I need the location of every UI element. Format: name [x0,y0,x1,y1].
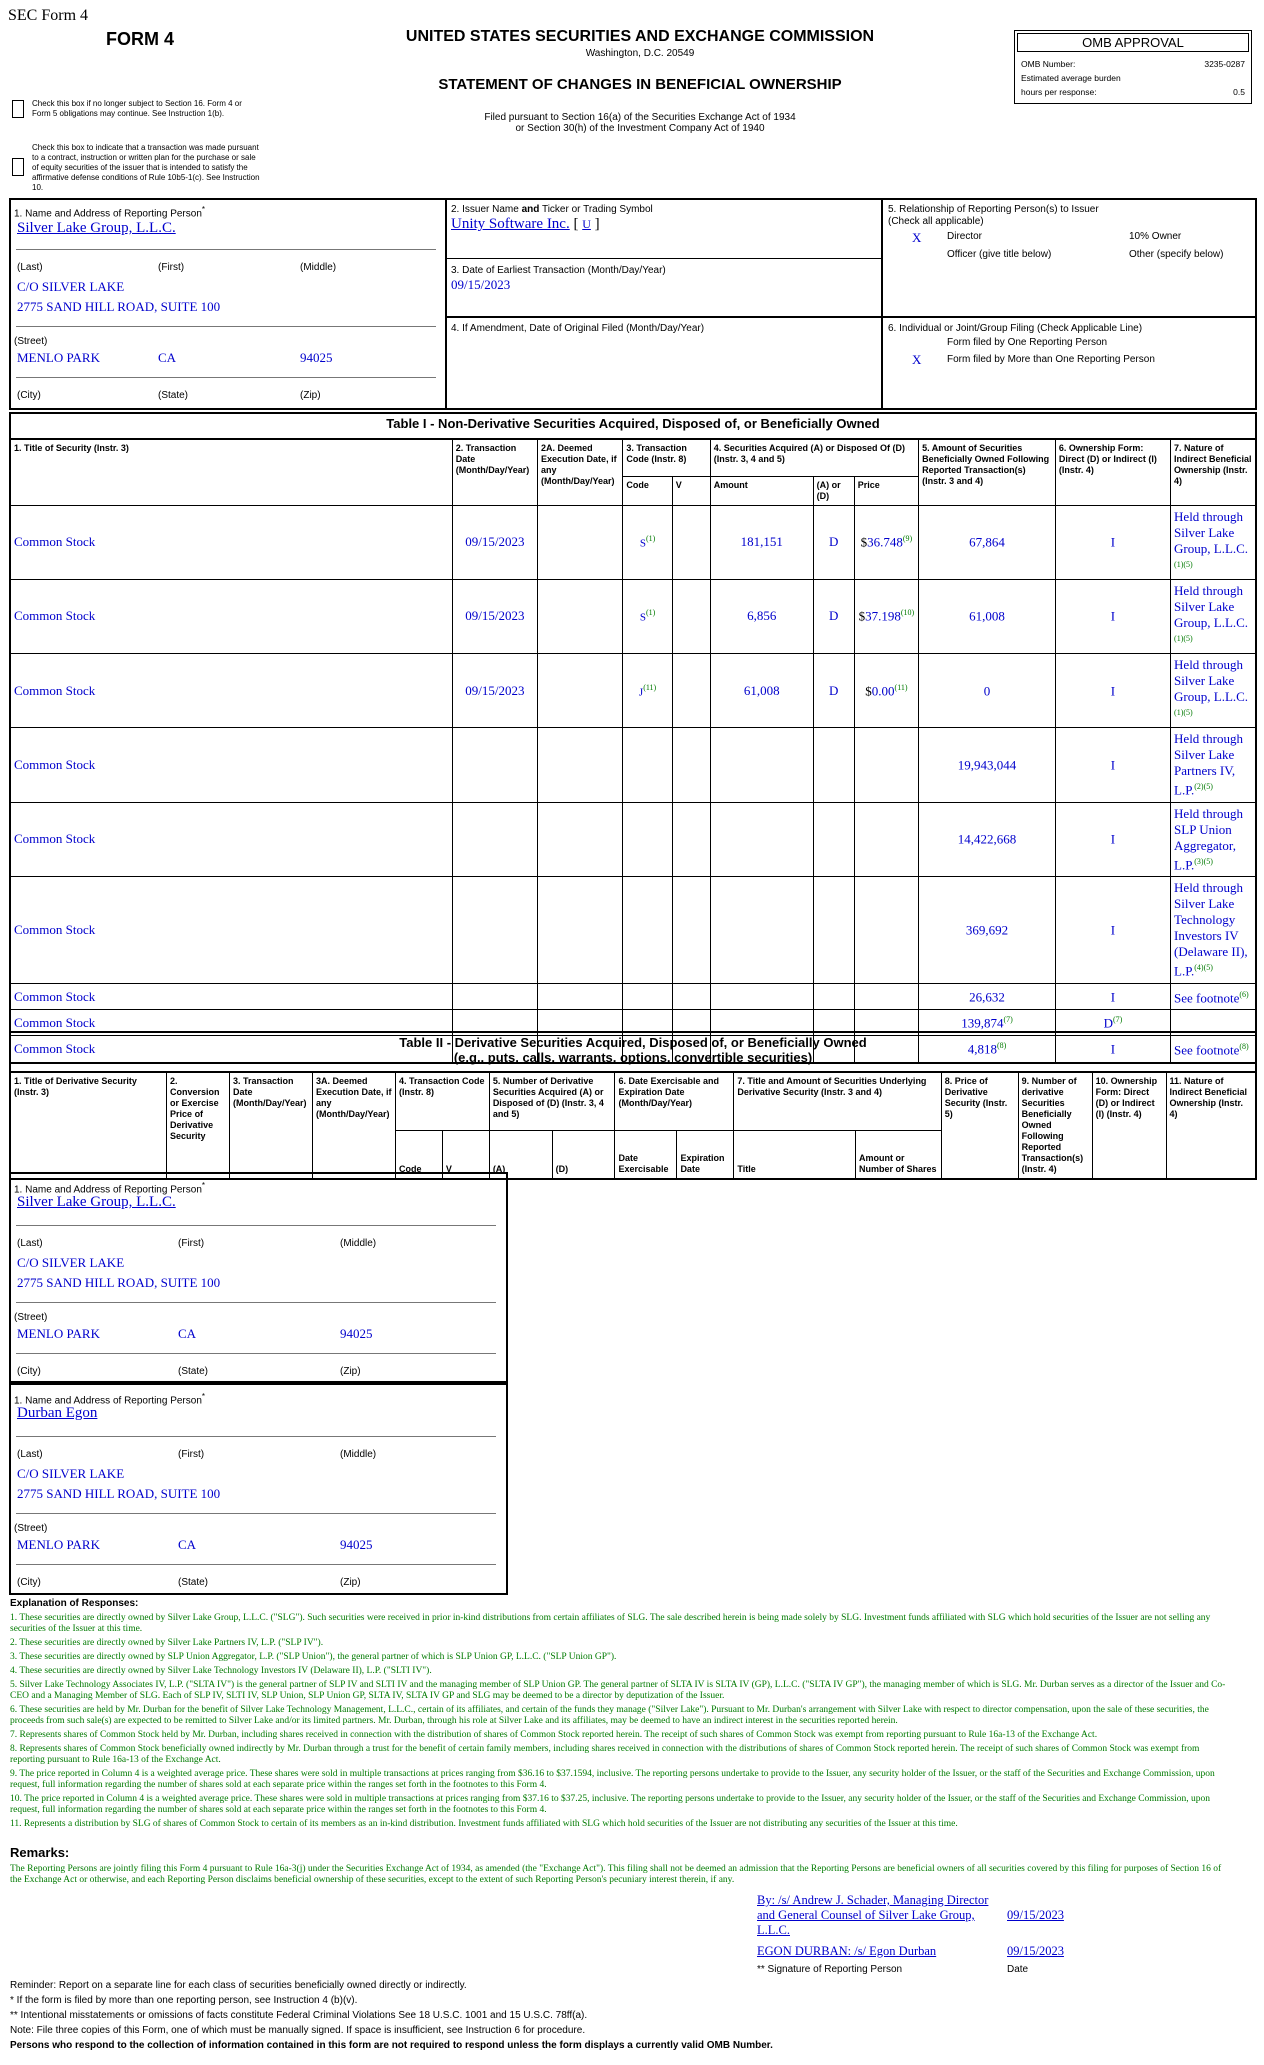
t1-cell-owned: 14,422,668 [919,802,1056,876]
t1-cell-amount [710,802,813,876]
address-line2: 2775 SAND HILL ROAD, SUITE 100 [17,1486,221,1501]
t1-cell-date [452,802,537,876]
t1-h1: 1. Title of Security (Instr. 3) [10,439,452,505]
t1-h3: 3. Transaction Code (Instr. 8) [623,439,710,476]
footnote-item: 6. These securities are held by Mr. Durban for the benefit of Silver Lake Technology Management, L.L.C., certain of its affiliates, and certain of the funds they manage ("Silver Lake"). Pursuant to Mr. Durban's arrangement with Silver Lake with respect to director compensation, upon the sale of these securities, the proceeds from such sale(s) are expected to be remitted to Silver Lake and/or its limited partners. Mr. Durban, through his role at Silver Lake and its affiliates, may be deemed to have an indirect interest in the securities reported herein. [10,1705,1209,1726]
checkbox-section16[interactable] [12,100,24,118]
t1-cell-nature: See footnote$^{(8)}$ [1171,1036,1256,1063]
t1-cell-ad [813,877,854,984]
more-person-check: X [912,352,922,367]
t1-cell-price [854,802,918,876]
state-value: CA [178,1326,197,1341]
t1-h2: 2. Transaction Date (Month/Day/Year) [452,439,537,505]
omb-title: OMB APPROVAL [1017,33,1249,52]
filed-pursuant: Filed pursuant to Section 16(a) of the Securities Exchange Act of 1934 or Section 30(h) of the Investment Company Act of 1940 [484,112,796,134]
t1-cell-amount [710,877,813,984]
remarks-title: Remarks: [10,1845,70,1860]
box3-label: 3. Date of Earliest Transaction (Month/Day/Year) [451,265,666,276]
t2-h4: 4. Transaction Code (Instr. 8) [395,1072,489,1131]
footer-instruction: * If the form is filed by more than one reporting person, see Instruction 4 (b)(v). [10,1995,358,2006]
address-line1: C/O SILVER LAKE [17,1255,125,1270]
t1-cell-title: Common Stock [10,1010,452,1036]
table-row [10,877,1256,984]
omb-approval-box [1014,30,1252,104]
footer-notes [10,1978,773,2053]
t1-cell-code: $J^{(11)}$ [623,654,672,728]
t1-price: Price [854,476,918,505]
address-line1: C/O SILVER LAKE [17,1466,125,1481]
t1-cell-date: 09/15/2023 [452,505,537,579]
box1-label: 1. Name and Address of Reporting Person* [14,205,206,220]
other-label: Other (specify below) [1129,249,1224,260]
t2-h10: 10. Ownership Form: Direct (D) or Indirect (I) (Instr. 4) [1092,1072,1166,1179]
t1-cell-nature: Held through Silver Lake Group, L.L.C.$^{(1)(5)}$ [1171,505,1256,579]
state-value: CA [178,1537,197,1552]
t1-h4: 4. Securities Acquired (A) or Disposed Of (D) (Instr. 3, 4 and 5) [710,439,918,476]
signature-1-date-link[interactable]: 09/15/2023 [1007,1908,1064,1922]
footnote-item: 10. The price reported in Column 4 is a weighted average price. These shares were sold in multiple transactions at prices ranging from $37.16 to $37.25, inclusive. The reporting persons undertake to provide to the Issuer, any security holder of the Issuer, or the staff of the Securities and Exchange Commission, upon request, full information regarding the number of shares sold at each separate price within the ranges set forth in the footnotes to this Form 4. [10,1794,1210,1815]
more-person-label: Form filed by More than One Reporting Person [947,354,1155,365]
t1-cell-owned: 26,632 [919,984,1056,1010]
checkbox-section16-label: Check this box if no longer subject to Section 16. Form 4 or Form 5 obligations may continue. See Instruction 1(b). [32,99,242,118]
city-label: (City) [17,1577,41,1588]
person-label: 1. Name and Address of Reporting Person* [14,1392,206,1407]
page-label: SEC Form 4 [8,7,89,24]
omb-burden-label: Estimated average burden [1021,73,1121,83]
t1-cell-owned: 19,943,044 [919,728,1056,802]
form-number: FORM 4 [105,29,174,49]
t2-a: (A) [489,1131,552,1179]
t1-h5: 5. Amount of Securities Beneficially Owned Following Reported Transaction(s) (Instr. 3 and 4) [919,439,1056,505]
t1-cell-title: Common Stock [10,505,452,579]
t1-cell-title: Common Stock [10,1036,452,1063]
ticker-link[interactable]: U [582,217,591,231]
zip-label: (Zip) [300,390,321,401]
middle-label: (Middle) [340,1238,377,1249]
issuer-link[interactable]: Unity Software Inc. [451,216,570,232]
t1-cell-price [854,728,918,802]
t1-cell-ad [813,728,854,802]
last-label: (Last) [17,262,43,273]
middle-label: (Middle) [300,262,337,273]
explanation-title: Explanation of Responses: [10,1598,139,1609]
t1-cell-date [452,984,537,1010]
t1-cell-price [854,877,918,984]
address-line1: C/O SILVER LAKE [17,279,125,294]
t1-h6: 6. Ownership Form: Direct (D) or Indirect (I) (Instr. 4) [1055,439,1170,505]
zip-value: 94025 [340,1326,373,1341]
t1-cell-title: Common Stock [10,579,452,653]
omb-hours: 0.5 [1233,87,1245,97]
t1-cell-amount: 181,151 [710,505,813,579]
signature-1-date [1007,1908,1064,1923]
t1-cell-date: 09/15/2023 [452,579,537,653]
table1 [9,438,1257,1064]
t2-h1: 1. Title of Derivative Security (Instr. 3) [10,1072,167,1179]
t1-v: V [672,476,710,505]
signature-label: ** Signature of Reporting Person [757,1964,903,1975]
street-label: (Street) [14,1523,48,1534]
footer-omb-notice: Persons who respond to the collection of information contained in this form are not required to respond unless the form displays a currently valid OMB Number. [10,2040,773,2051]
state-label: (State) [178,1366,209,1377]
t1-cell-nature: Held through Silver Lake Group, L.L.C.$^{(1)(5)}$ [1171,579,1256,653]
t1-cell-title: Common Stock [10,802,452,876]
footnote-item: 7. Represents shares of Common Stock held by Mr. Durban, including shares received in connection with the distribution of shares of Common Stock reported herein. The receipt of such shares of Common Stock was exempt from reporting pursuant to Rule 16a-13 of the Exchange Act. [10,1730,1098,1740]
t2-h6: 6. Date Exercisable and Expiration Date (Month/Day/Year) [615,1072,734,1131]
person-label: 1. Name and Address of Reporting Person* [14,1181,206,1196]
checkbox-10b5-1-label: Check this box to indicate that a transaction was made pursuant to a contract, instruction or written plan for the purchase or sale of equity securities of the issuer that is intended to satisfy the affirmative defense conditions of Rule 10b5-1(c). See Instruction 10. [32,143,260,192]
t1-cell-form: I [1055,728,1170,802]
t1-cell-nature: See footnote$^{(6)}$ [1171,984,1256,1010]
middle-label: (Middle) [340,1449,377,1460]
t2-h8: 8. Price of Derivative Security (Instr. 5) [941,1072,1018,1179]
t1-cell-title: Common Stock [10,984,452,1010]
city-label: (City) [17,1366,41,1377]
omb-number-label: OMB Number: [1021,59,1076,69]
t1-cell-nature: Held through Silver Lake Partners IV, L.P.$^{(2)(5)}$ [1171,728,1256,802]
footnote-item: 8. Represents shares of Common Stock beneficially owned indirectly by Mr. Durban through a trust for the benefit of certain family members, including shares received in connection with the distributions of shares of Common Stock reported herein. The receipt of such shares of Common Stock was exempt from reporting pursuant to Rule 16a-13 of the Exchange Act. [10,1744,1200,1765]
t2-h3: 3. Transaction Date (Month/Day/Year) [230,1072,313,1179]
zip-value: 94025 [340,1537,373,1552]
footnote-item: 4. These securities are directly owned by Silver Lake Technology Investors IV (Delaware II), L.P. ("SLTI IV"). [10,1666,432,1676]
person-name-link[interactable]: Silver Lake Group, L.L.C. [17,1194,176,1210]
t2-title: Title [734,1131,856,1179]
zip-label: (Zip) [340,1577,361,1588]
footer-misstatements: ** Intentional misstatements or omissions of facts constitute Federal Criminal Violations See 18 U.S.C. 1001 and 15 U.S.C. 78ff(a). [10,2010,588,2021]
footnote-item: 11. Represents a distribution by SLG of shares of Common Stock to certain of its members as an in-kind distribution. Investment funds affiliated with SLG which hold securities of the Issuer are not distributing any securities of the Issuer at this time. [10,1819,958,1829]
t1-cell-price: $37.198$^{(10)}$ [854,579,918,653]
t1-cell-ad [813,802,854,876]
earliest-transaction-date: 09/15/2023 [451,277,511,292]
table1-title: Table I - Non-Derivative Securities Acquired, Disposed of, or Beneficially Owned [386,416,880,431]
t1-cell-amount: 6,856 [710,579,813,653]
t1-cell-date [452,877,537,984]
director-label: Director [947,231,983,242]
city-label: (City) [17,390,41,401]
t1-cell-owned: 0 [919,654,1056,728]
omb-number: 3235-0287 [1204,59,1245,69]
t1-amount: Amount [710,476,813,505]
t1-cell-owned: 67,864 [919,505,1056,579]
t2-h2: 2. Conversion or Exercise Price of Derivative Security [167,1072,230,1179]
t1-cell-code [623,984,672,1010]
state-value: CA [158,350,177,365]
t1-cell-ad: D [813,505,854,579]
issuer-row: Unity Software Inc. [ U ] [451,216,600,232]
t1-cell-code: $S^{(1)}$ [623,579,672,653]
t1-cell-form: I [1055,579,1170,653]
t1-code: Code [623,476,672,505]
box2-label: 2. Issuer Name and Ticker or Trading Symbol [451,204,653,215]
footer-note: Note: File three copies of this Form, one of which must be manually signed. If space is insufficient, see Instruction 6 for procedure. [10,2025,586,2036]
signature-1 [757,1893,1007,1938]
agency-city: Washington, D.C. 20549 [585,48,695,59]
t2-v: V [442,1131,489,1179]
footnote-item: 1. These securities are directly owned by Silver Lake Group, L.L.C. ("SLG"). Such securities were received in prior in-kind distributions from certain affiliates of SLG. The sale described herein is being made solely by SLG. Investment funds affiliated with SLG which hold securities of the Issuer are not selling any securities of the Issuer at this time. [10,1613,1211,1634]
t1-cell-price: $36.748$^{(9)}$ [854,505,918,579]
t2-h5: 5. Number of Derivative Securities Acquired (A) or Disposed of (D) (Instr. 3, 4 and 5) [489,1072,615,1131]
signature-1-link[interactable]: By: /s/ Andrew J. Schader, Managing Director and General Counsel of Silver Lake Group, L.L.C. [757,1893,989,1937]
signature-2-date-link[interactable]: 09/15/2023 [1007,1944,1064,1958]
last-label: (Last) [17,1449,43,1460]
t1-cell-form: I [1055,984,1170,1010]
t1-cell-date: 09/15/2023 [452,654,537,728]
t1-cell-form: I [1055,877,1170,984]
t1-h2a: 2A. Deemed Execution Date, if any (Month/Day/Year) [538,439,623,505]
t2-amt: Amount or Number of Shares [855,1131,941,1179]
t1-cell-nature: Held through Silver Lake Technology Investors IV (Delaware II), L.P.$^{(4)(5)}$ [1171,877,1256,984]
t1-cell-code [623,728,672,802]
one-person-label: Form filed by One Reporting Person [947,337,1108,348]
remarks-text: The Reporting Persons are jointly filing this Form 4 pursuant to Rule 16a-3(j) under the Securities Exchange Act of 1934, as amended (the "Exchange Act"). This filing shall not be deemed an admission that the Reporting Persons are beneficial owners of all securities covered by this filing for purposes of Section 16 of the Exchange Act or otherwise, and each Reporting Person disclaims beneficial ownership of these securities, except to the extent of such Reporting Person's pecuniary interest therein, if any. [10,1864,1222,1885]
t1-cell-code [623,877,672,984]
checkbox-10b5-1[interactable] [12,158,24,176]
first-label: (First) [178,1238,205,1249]
signature-2-link[interactable]: EGON DURBAN: /s/ Egon Durban [757,1944,937,1958]
t1-cell-amount [710,984,813,1010]
address-line2: 2775 SAND HILL ROAD, SUITE 100 [17,299,221,314]
t2-de: Date Exercisable [615,1131,677,1179]
t1-cell-form: I [1055,1036,1170,1063]
t1-cell-form: I [1055,654,1170,728]
t1-cell-amount [710,728,813,802]
t2-ed: Expiration Date [677,1131,734,1179]
ten-percent-owner-label: 10% Owner [1129,231,1182,242]
first-label: (First) [158,262,185,273]
date-label: Date [1007,1964,1029,1975]
person-name-link[interactable]: Durban Egon [17,1405,98,1421]
t1-cell-price [854,984,918,1010]
table-row [10,654,1256,728]
signature-2 [757,1944,936,1959]
t1-cell-date [452,728,537,802]
t1-cell-owned: 369,692 [919,877,1056,984]
zip-value: 94025 [300,350,333,365]
t1-cell-code: $S^{(1)}$ [623,505,672,579]
zip-label: (Zip) [340,1366,361,1377]
table2 [9,1071,1257,1180]
t2-h7: 7. Title and Amount of Securities Underlying Derivative Security (Instr. 3 and 4) [734,1072,941,1131]
statement-title: STATEMENT OF CHANGES IN BENEFICIAL OWNERSHIP [438,76,842,93]
table-row [10,505,1256,579]
first-label: (First) [178,1449,205,1460]
table2-title: Table II - Derivative Securities Acquired, Disposed of, or Beneficially Owned (e.g., puts, calls, warrants, options, convertible securities) [399,1035,867,1065]
t1-cell-nature: Held through Silver Lake Group, L.L.C.$^{(1)(5)}$ [1171,654,1256,728]
t1-cell-title: Common Stock [10,877,452,984]
table-row [10,984,1256,1010]
footnote-item: 2. These securities are directly owned by Silver Lake Partners IV, L.P. ("SLP IV"). [10,1638,324,1648]
table-row [10,802,1256,876]
t1-cell-ad: D [813,579,854,653]
t1-cell-ad: D [813,654,854,728]
t1-cell-form: I [1055,802,1170,876]
t1-cell-code [623,802,672,876]
t2-h9: 9. Number of derivative Securities Beneficially Owned Following Reported Transaction(s) (Instr. 4) [1018,1072,1092,1179]
t2-d: (D) [552,1131,615,1179]
box4-label: 4. If Amendment, Date of Original Filed (Month/Day/Year) [451,323,705,334]
t1-cell-form: I [1055,505,1170,579]
street-label: (Street) [14,1312,48,1323]
state-label: (State) [158,390,189,401]
t1-cell-ad [813,984,854,1010]
officer-label: Officer (give title below) [947,249,1052,260]
explanation-list [10,1613,1235,1833]
footnote-item: 5. Silver Lake Technology Associates IV, L.P. ("SLTA IV") is the general partner of SLP IV and SLTI IV and the managing member of SLP Union GP. The general partner of SLTA IV is SLTA IV (GP), L.L.C. ("SLTA IV GP"), the managing member of which is SLG. Mr. Durban serves as a director of the Issuer and Co-CEO and a Managing Member of SLG. Each of SLP IV, SLTI IV, SLP Union, SLP Union GP, SLTA IV, SLTA IV GP and SLG may be deemed to be a director by deputization of the Issuer. [10,1680,1226,1701]
t2-code: Code [395,1131,442,1179]
table-row [10,728,1256,802]
last-label: (Last) [17,1238,43,1249]
t1-aord: (A) or (D) [813,476,854,505]
t1-h7: 7. Nature of Indirect Beneficial Ownership (Instr. 4) [1171,439,1256,505]
t2-h3a: 3A. Deemed Execution Date, if any (Month/Day/Year) [313,1072,396,1179]
footnote-item: 9. The price reported in Column 4 is a weighted average price. These shares were sold in multiple transactions at prices ranging from $36.16 to $37.1594, inclusive. The reporting persons undertake to provide to the Issuer, any security holder of the Issuer, or the staff of the Securities and Exchange Commission, upon request, full information regarding the number of shares sold at each separate price within the ranges set forth in the footnotes to this Form 4. [10,1769,1215,1790]
agency-title: UNITED STATES SECURITIES AND EXCHANGE COMMISSION [405,28,875,45]
box5-label: 5. Relationship of Reporting Person(s) to Issuer (Check all applicable) [888,204,1099,227]
t1-cell-form: $D^{(7)}$ [1055,1010,1170,1036]
reporting-person-link[interactable]: Silver Lake Group, L.L.C. [17,220,176,236]
state-label: (State) [178,1577,209,1588]
t1-cell-title: Common Stock [10,654,452,728]
t1-cell-title: Common Stock [10,728,452,802]
t1-cell-price: $0.00$^{(11)}$ [854,654,918,728]
t2-h11: 11. Nature of Indirect Beneficial Ownership (Instr. 4) [1166,1072,1256,1179]
city-value: MENLO PARK [17,1537,100,1552]
director-check: X [912,230,922,245]
city-value: MENLO PARK [17,1326,100,1341]
table-row [10,579,1256,653]
footer-reminder: Reminder: Report on a separate line for each class of securities beneficially owned directly or indirectly. [10,1980,467,1991]
city-value: MENLO PARK [17,350,100,365]
t1-cell-owned: 4,818$^{(8)}$ [919,1036,1056,1063]
t1-cell-amount: 61,008 [710,654,813,728]
t1-cell-nature: Held through SLP Union Aggregator, L.P.$^{(3)(5)}$ [1171,802,1256,876]
t1-cell-owned: 139,874$^{(7)}$ [919,1010,1056,1036]
street-label: (Street) [14,336,48,347]
signature-2-date [1007,1944,1064,1959]
footnote-item: 3. These securities are directly owned by SLP Union Aggregator, L.P. ("SLP Union"), the general partner of which is SLP Union GP, L.L.C. ("SLP Union GP"). [10,1652,617,1662]
box6-label: 6. Individual or Joint/Group Filing (Check Applicable Line) [888,323,1143,334]
omb-hours-label: hours per response: [1021,87,1097,97]
address-line2: 2775 SAND HILL ROAD, SUITE 100 [17,1275,221,1290]
t1-cell-owned: 61,008 [919,579,1056,653]
